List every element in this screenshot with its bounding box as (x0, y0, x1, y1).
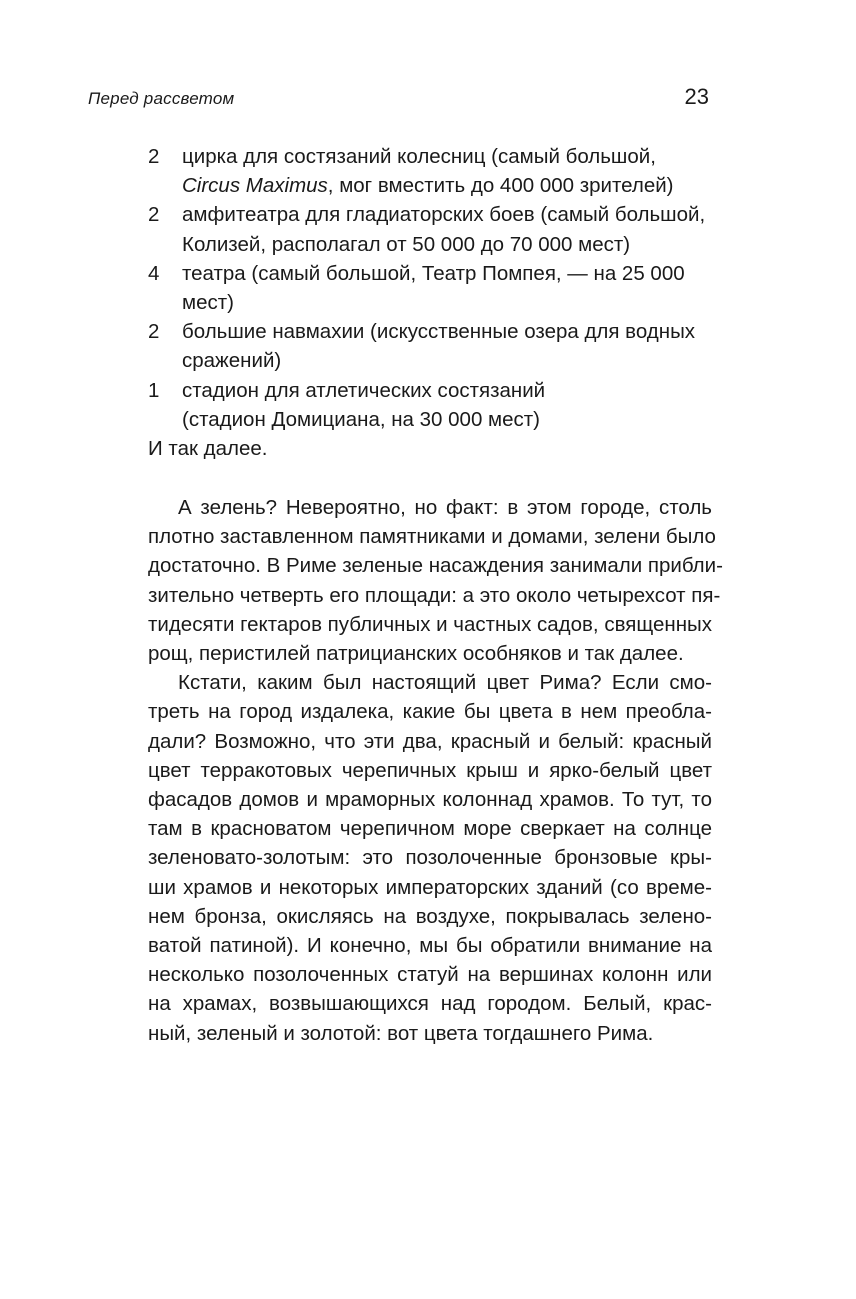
text-line: нем бронза, окисляясь на воздухе, покрывалась зелено- (148, 904, 712, 928)
item-line: Колизей, располагал от 50 000 до 70 000 мест) (182, 232, 631, 256)
text-line: там в красноватом черепичном море сверкает на солнце (148, 817, 712, 841)
text-line: ный, зеленый и золотой: вот цвета тогдашнего Рима. (148, 1021, 654, 1045)
list-item (148, 200, 720, 258)
italic-term: Circus Maximus (182, 174, 328, 198)
body-text (148, 493, 723, 1048)
item-text (182, 259, 720, 317)
paragraph-colors (148, 668, 712, 1048)
text-line: достаточно. В Риме зеленые насаждения занимали прибли- (148, 554, 723, 578)
item-line: мест) (182, 291, 234, 315)
text-line: дали? Возможно, что эти два, красный и белый: красный (148, 729, 712, 753)
item-line: цирка для состязаний колесниц (самый большой, (182, 145, 656, 168)
item-line: стадион для атлетических состязаний (182, 378, 546, 402)
list-item (148, 317, 720, 375)
item-line-rest: , мог вместить до 400 000 зрителей) (327, 174, 674, 198)
text-line: тидесяти гектаров публичных и частных садов, священных (148, 612, 713, 636)
item-line: большие навмахии (искусственные озера для водных (182, 320, 696, 344)
list-item (148, 142, 720, 200)
item-count: 2 (148, 145, 160, 168)
item-line: сражений) (182, 349, 282, 373)
item-line: театра (самый большой, Театр Помпея, — на 25 000 (182, 261, 685, 285)
list-tail: И так далее. (148, 437, 268, 461)
text-line: ватой патиной). И конечно, мы бы обратили внимание на (148, 934, 712, 958)
item-text (182, 317, 720, 375)
text-line: ши храмов и некоторых императорских зданий (со време- (148, 875, 712, 899)
item-line (182, 171, 720, 200)
list-item (148, 259, 720, 317)
text-line: А зелень? Невероятно, но факт: в этом городе, столь (178, 496, 712, 519)
paragraph-greenery (148, 493, 723, 668)
item-count: 4 (148, 261, 160, 285)
text-line: цвет терракотовых черепичных крыш и ярко-белый цвет (148, 758, 712, 782)
text-line: на храмах, возвышающихся над городом. Белый, крас- (148, 992, 712, 1016)
item-line: (стадион Домициана, на 30 000 мест) (182, 407, 541, 431)
item-text (182, 142, 720, 200)
item-count: 1 (148, 378, 160, 402)
list-item (148, 376, 720, 434)
text-line: фасадов домов и мраморных колоннад храмов. То тут, то (148, 788, 712, 812)
page-number: 23 (684, 84, 709, 109)
text-line: Кстати, каким был настоящий цвет Рима? Если смо- (178, 671, 712, 695)
running-title: Перед рассветом (88, 89, 235, 108)
item-line: амфитеатра для гладиаторских боев (самый большой, (182, 203, 706, 227)
item-text (182, 200, 720, 258)
text-line: несколько позолоченных статуй на вершинах колонн или (148, 963, 712, 987)
text-line: зеленовато-золотым: это позолоченные бронзовые кры- (148, 846, 712, 870)
item-text (182, 376, 720, 434)
text-line: зительно четверть его площади: а это около четырехсот пя- (148, 583, 721, 607)
item-count: 2 (148, 203, 160, 227)
text-line: плотно заставленном памятниками и домами, зелени было (148, 525, 716, 549)
item-count: 2 (148, 320, 160, 344)
text-line: треть на город издалека, какие бы цвета в нем преобла- (148, 700, 712, 724)
venue-list (148, 142, 720, 463)
text-line: рощ, перистилей патрицианских особняков и так далее. (148, 642, 684, 666)
